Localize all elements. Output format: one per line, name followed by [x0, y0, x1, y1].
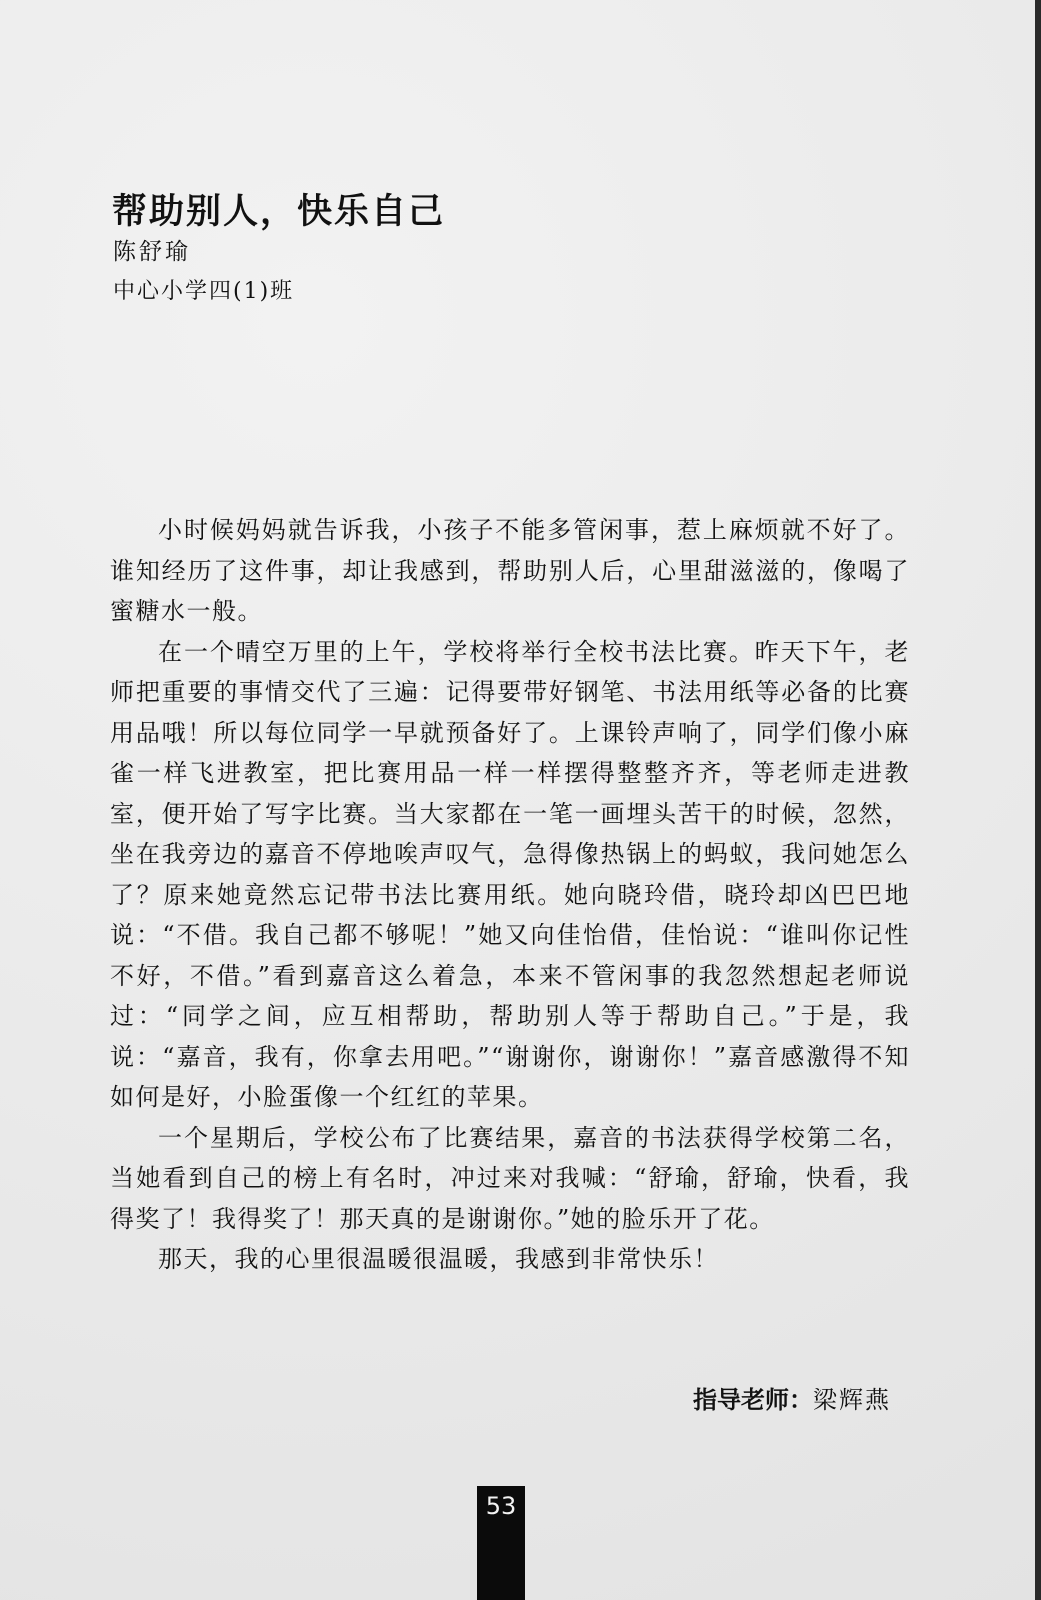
teacher-name: 梁辉燕 — [813, 1386, 891, 1414]
page-edge-shadow — [1035, 0, 1041, 1600]
paragraph: 那天，我的心里很温暖很温暖，我感到非常快乐！ — [158, 1245, 719, 1273]
teacher-label: 指导老师： — [693, 1386, 813, 1414]
author-school: 中心小学四(1)班 — [113, 279, 295, 304]
article-body — [110, 510, 910, 1280]
paragraph: 在一个晴空万里的上午，学校将举行全校书法比赛。昨天下午，老师把重要的事情交代了三遍：记得要带好钢笔、书法用纸等必备的比赛用品哦！所以每位同学一早就预备好了。上课铃声响了，同学们像小麻雀一样飞进教室，把比赛用品一样一样摆得整整齐齐，等老师走进教室，便开始了写字比赛。当大家都在一笔一画埋头苦干的时候，忽然，坐在我旁边的嘉音不停地唉声叹气，急得像热锅上的蚂蚁，我问她怎么了？原来她竟然忘记带书法比赛用纸。她向晓玲借，晓玲却凶巴巴地说：“不借。我自己都不够呢！”她又向佳怡借，佳怡说：“谁叫你记性不好，不借。”看到嘉音这么着急，本来不管闲事的我忽然想起老师说过：“同学之间，应互相帮助，帮助别人等于帮助自己。”于是，我说：“嘉音，我有，你拿去用吧。”“谢谢你，谢谢你！”嘉音感激得不知如何是好，小脸蛋像一个红红的苹果。 — [110, 637, 910, 1111]
paragraph: 一个星期后，学校公布了比赛结果，嘉音的书法获得学校第二名，当她看到自己的榜上有名时，冲过来对我喊：“舒瑜，舒瑜，快看，我得奖了！我得奖了！那天真的是谢谢你。”她的脸乐开了花。 — [110, 1123, 910, 1233]
teacher-credit — [693, 1380, 891, 1415]
article-title: 帮助别人，快乐自己 — [112, 192, 446, 232]
paragraph: 小时候妈妈就告诉我，小孩子不能多管闲事，惹上麻烦就不好了。谁知经历了这件事，却让我感到，帮助别人后，心里甜滋滋的，像喝了蜜糖水一般。 — [110, 516, 910, 625]
author-name: 陈舒瑜 — [113, 239, 191, 265]
page-number: 53 — [477, 1486, 525, 1600]
